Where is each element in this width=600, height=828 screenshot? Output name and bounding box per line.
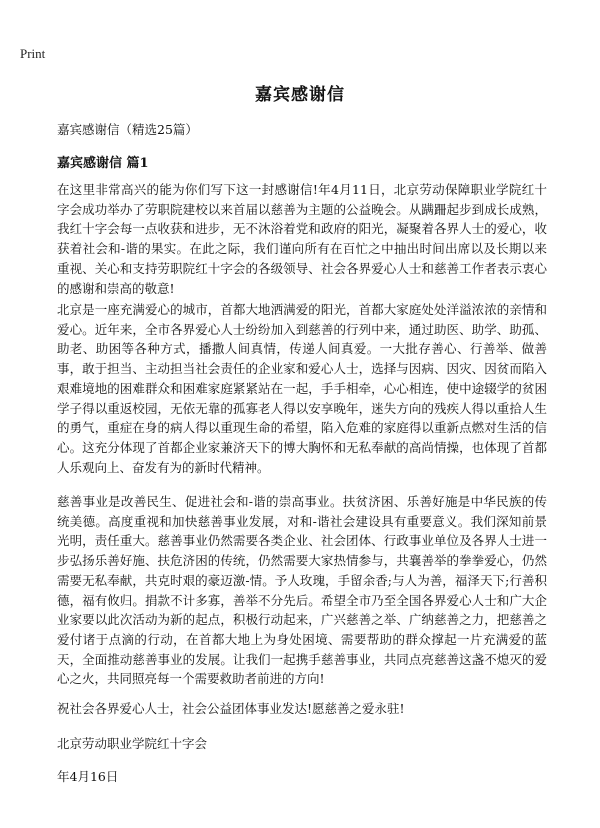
paragraph-wishes: 祝社会各界爱心人士，社会公益团体事业发达!愿慈善之爱永驻! (57, 701, 405, 716)
paragraph-beijing: 北京是一座充满爱心的城市，首都大地洒满爱的阳光，首都大家庭处处洋溢浓浓的亲情和爱心。近年来，全市各界爱心人士纷纷加入到慈善的行列中来，通过助医、助学、助孤、助老、助困等各种方式，播撒人间真情，传递人间真爱。一大批存善心、行善举、做善事，敢于担当、主动担当社会责任的企业家和爱心人士，选择与因病、因灾、因贫而陷入艰难境地的困难群众和困难家庭紧紧站在一起，手手相牵，心心相连，使中途辍学的贫困学子得以重返校园，无依无靠的孤寡老人得以安享晚年，迷失方向的残疾人得以重拾人生的勇气，重症在身的病人得以重现生命的希望，陷入危难的家庭得以重新点燃对生活的信心。这充分体现了首都企业家兼济天下的博大胸怀和无私奉献的高尚情操，也体现了首都人乐观向上、奋发有为的新时代精神。 (57, 302, 547, 475)
document-subtitle: 嘉宾感谢信（精选25篇） (57, 122, 198, 137)
letter-date: 年4月16日 (57, 769, 119, 784)
print-link[interactable]: Print (20, 46, 46, 61)
signature: 北京劳动职业学院红十字会 (57, 736, 208, 751)
paragraph-intro: 在这里非常高兴的能为你们写下这一封感谢信!年4月11日，北京劳动保障职业学院红十字会成功举办了劳职院建校以来首届以慈善为主题的公益晚会。从蹒跚起步到成长成熟，我红十字会每一点收获和进步，无不沐浴着党和政府的阳光，凝聚着各界人士的爱心，收获着社会和-谐的果实。在此之际，我们谨向所有在百忙之中抽出时间出席以及长期以来重视、关心和支持劳职院红十字会的各级领导、社会各界爱心人士和慈善工作者表示衷心的感谢和崇高的敬意! (57, 182, 547, 296)
page-title: 嘉宾感谢信 (255, 85, 345, 105)
section-heading: 嘉宾感谢信 篇1 (57, 156, 149, 171)
paragraph-charity: 慈善事业是改善民生、促进社会和-谐的崇高事业。扶贫济困、乐善好施是中华民族的传统美德。高度重视和加快慈善事业发展，对和-谐社会建设具有重要意义。我们深知前景光明，责任重大。慈善事业仍然需要各类企业、社会团体、行政事业单位及各界人士进一步弘扬乐善好施、扶危济困的传统，仍然需要大家热情参与，共襄善举的拳拳爱心，仍然需要无私奉献，共克时艰的豪迈激-情。予人玫瑰，手留余香;与人为善，福泽天下;行善积德，福有攸归。捐款不计多寡，善举不分先后。希望全市乃至全国各界爱心人士和广大企业家要以此次活动为新的起点，积极行动起来，广兴慈善之举、广纳慈善之力，把慈善之爱付诸于点滴的行动，在首都大地上为身处困境、需要帮助的群众撑起一片充满爱的蓝天，全面推动慈善事业的发展。让我们一起携手慈善事业，共同点亮慈善这盏不熄灭的爱心之火，共同照亮每一个需要救助者前进的方向! (57, 494, 547, 687)
